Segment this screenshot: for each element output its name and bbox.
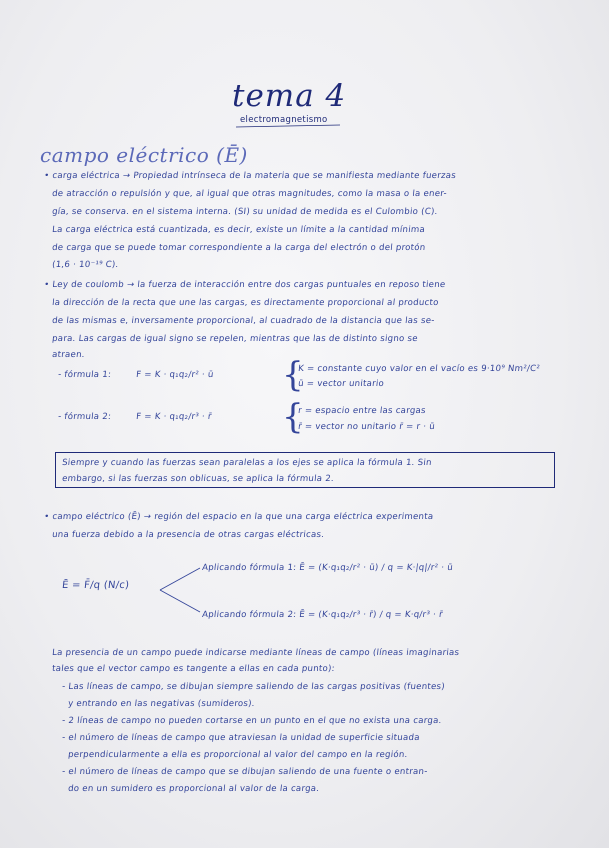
text-line: una fuerza debido a la presencia de otras cargas eléctricas.: [51, 530, 325, 540]
formula-1-application: Aplicando fórmula 1: Ē = (K·q₁q₂/r² · ū) / q = K·|q|/r² · ū: [201, 563, 454, 573]
text-line: - el número de líneas de campo que atraviesan la unidad de superficie situada: [61, 733, 421, 743]
section-heading: campo eléctrico (Ē): [40, 143, 248, 167]
formula-2-note: r̄ = vector no unitario r̄ = r · ū: [297, 422, 436, 432]
formula-1-label: - fórmula 1:: [57, 370, 112, 380]
text-line: de carga que se puede tomar correspondiente a la carga del electrón o del protón: [51, 243, 426, 253]
brace: {: [282, 397, 304, 437]
text-line: y entrando en las negativas (sumideros).: [67, 699, 256, 709]
brace: {: [282, 355, 304, 395]
text-line: de atracción o repulsión y que, al igual que otras magnitudes, como la masa o la ener-: [51, 189, 448, 199]
text-line: • carga eléctrica → Propiedad intrínseca de la materia que se manifiesta mediante fuerzas: [43, 171, 457, 181]
text-line: de las mismas e, inversamente proporcional, al cuadrado de la distancia que las se-: [51, 316, 436, 326]
text-line: - Las líneas de campo, se dibujan siempre saliendo de las cargas positivas (fuentes): [61, 682, 446, 692]
text-line: para. Las cargas de igual signo se repelen, mientras que las de distinto signo se: [51, 334, 419, 344]
text-line: atraen.: [51, 350, 86, 360]
formula-2-note: r = espacio entre las cargas: [297, 406, 427, 416]
formula-2-application: Aplicando fórmula 2: Ē = (K·q₁q₂/r³ · r̄) / q = K·q/r³ · r̄: [201, 610, 444, 620]
note-box-text: Siempre y cuando las fuerzas sean paralelas a los ejes se aplica la fórmula 1. Sin: [61, 458, 433, 468]
formula-2-label: - fórmula 2:: [57, 412, 112, 422]
text-line: - 2 líneas de campo no pueden cortarse en un punto en el que no exista una carga.: [61, 716, 443, 726]
formula-1-note: K = constante cuyo valor en el vacío es 9·10⁹ Nm²/C²: [297, 364, 541, 374]
text-line: La presencia de un campo puede indicarse mediante líneas de campo (líneas imaginarias: [51, 648, 460, 658]
text-line: (1,6 · 10⁻¹⁹ C).: [51, 260, 119, 270]
page-title: tema 4: [232, 78, 347, 114]
text-line: - el número de líneas de campo que se dibujan saliendo de una fuente o entran-: [61, 767, 429, 777]
text-line: tales que el vector campo es tangente a ellas en cada punto):: [51, 664, 336, 674]
text-line: do en un sumidero es proporcional al valor de la carga.: [67, 784, 320, 794]
text-line: • campo eléctrico (Ē) → región del espacio en la que una carga eléctrica experimenta: [43, 512, 434, 522]
note-box-text: embargo, si las fuerzas son oblicuas, se aplica la fórmula 2.: [61, 474, 335, 484]
text-line: • Ley de coulomb → la fuerza de interacción entre dos cargas puntuales en reposo tiene: [43, 280, 446, 290]
formula-1-note: ū = vector unitario: [297, 379, 385, 389]
page-subtitle: electromagnetismo: [240, 115, 328, 125]
text-line: La carga eléctrica está cuantizada, es decir, existe un límite a la cantidad mínima: [51, 225, 426, 235]
field-definition: Ē = F̄/q (N/c): [61, 580, 130, 591]
text-line: la dirección de la recta que une las cargas, es directamente proporcional al producto: [51, 298, 440, 308]
formula-1: F = K · q₁q₂/r² · ū: [135, 370, 215, 380]
text-line: gía, se conserva. en el sistema interna. (SI) su unidad de medida es el Culombio (C).: [51, 207, 439, 217]
formula-2: F = K · q₁q₂/r³ · r̄: [135, 412, 213, 422]
text-line: perpendicularmente a ella es proporcional al valor del campo en la región.: [67, 750, 409, 760]
